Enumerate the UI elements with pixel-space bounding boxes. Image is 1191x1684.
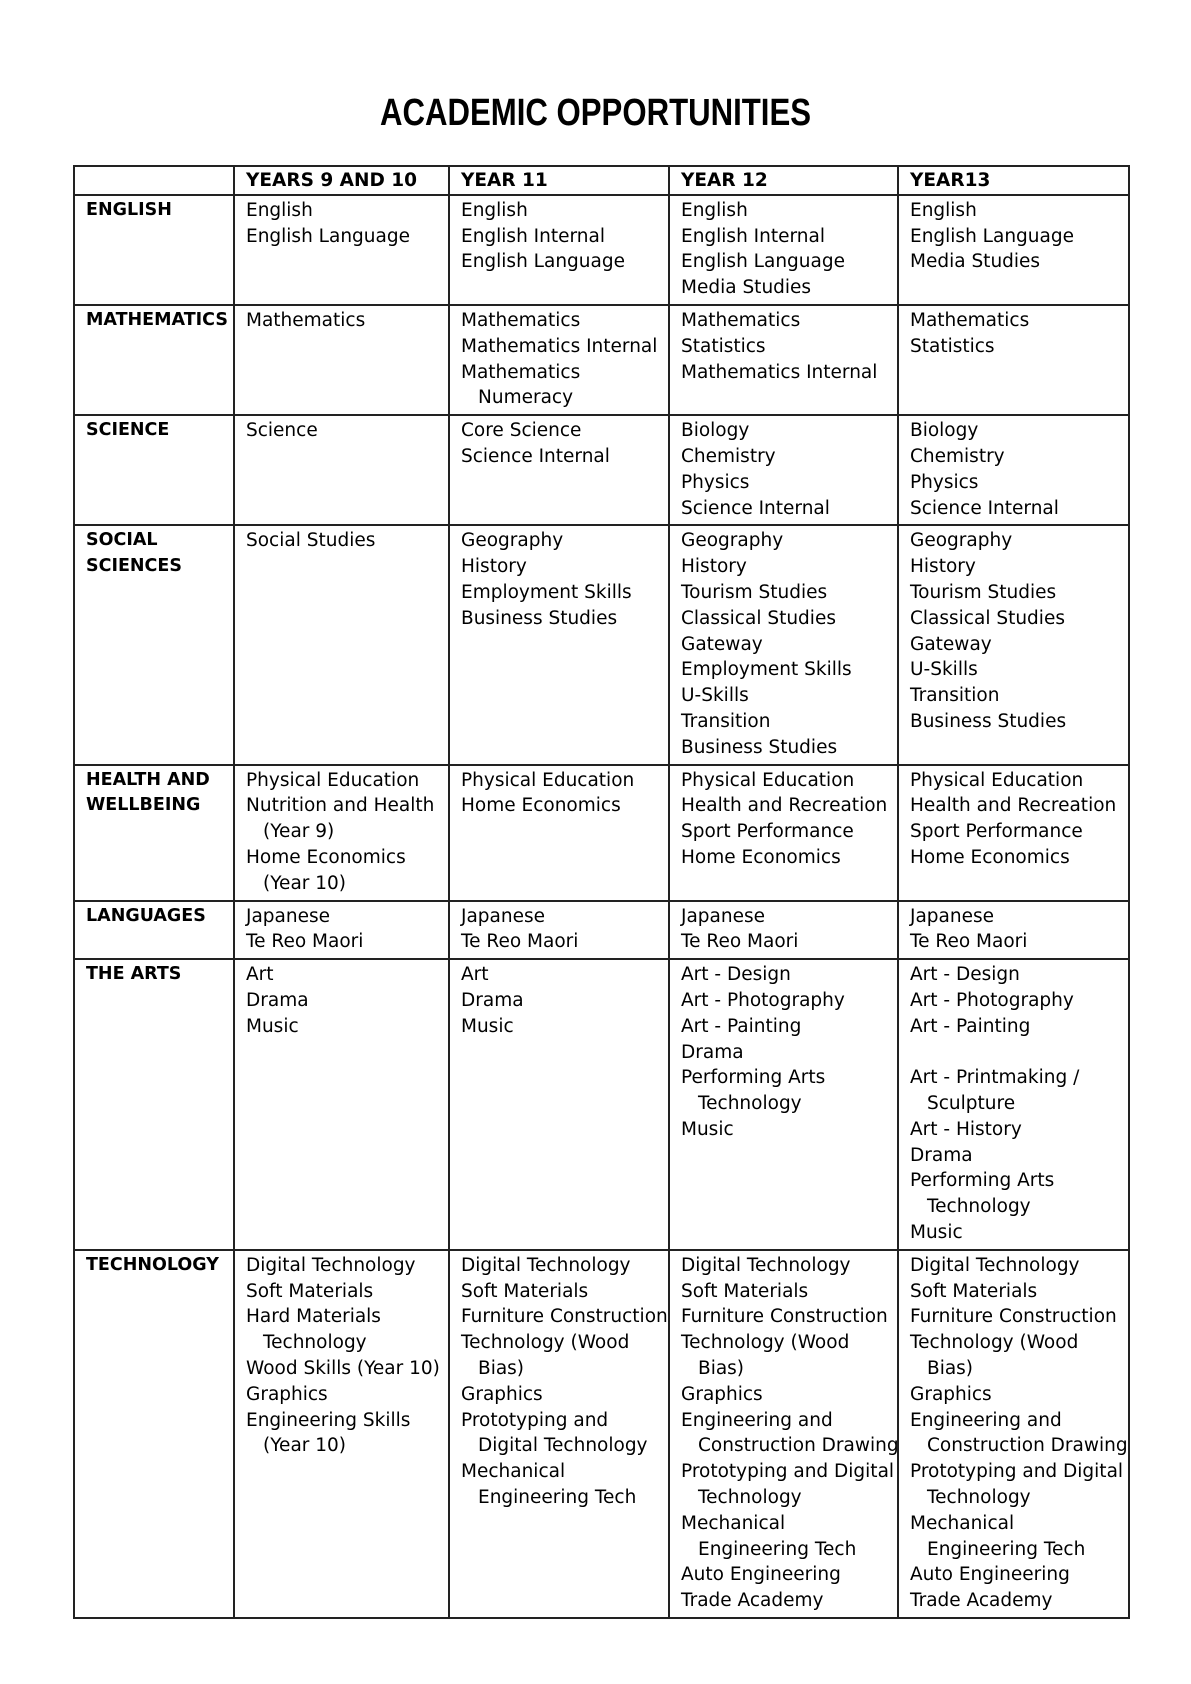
course-item: Soft Materials [461,1280,589,1302]
course-item: Chemistry [910,445,1005,467]
course-cell [669,305,898,415]
course-item: Science [246,420,318,442]
table-row [74,525,1129,764]
course-item: Gateway [681,633,763,655]
course-item: History [461,556,527,578]
course-cell [898,1250,1129,1618]
course-item [910,1040,1122,1066]
course-cell [234,525,449,764]
course-item: Te Reo Maori [246,931,364,953]
course-item: Employment Skills [681,659,852,681]
course-item: Technology (Wood [910,1332,1079,1354]
course-item: Music [681,1118,734,1140]
subject-area-label: THE ARTS [86,964,182,985]
course-item: Prototyping and Digital [910,1461,1124,1483]
course-item: English [910,199,977,221]
course-cell [669,959,898,1250]
course-item: Graphics [910,1383,992,1405]
subject-area-cell [74,959,234,1250]
course-cell [669,525,898,764]
course-item: Japanese [910,905,994,927]
course-item: Sport Performance [910,821,1083,843]
course-item: Mathematics [681,309,801,331]
course-item: Digital Technology [681,1254,851,1276]
course-item: Home Economics [910,846,1070,868]
header-cell-year-13: YEAR13 [898,166,1129,195]
course-item: Drama [461,989,524,1011]
course-cell [234,415,449,525]
course-item: Mathematics Internal [681,361,878,383]
course-item: Nutrition and Health [246,795,435,817]
course-item: Mechanical [681,1512,786,1534]
course-item-continuation: Sculpture [927,1093,1016,1115]
course-item: U-Skills [681,685,749,707]
course-item: Digital Technology [461,1254,631,1276]
page-title: ACADEMIC OPPORTUNITIES [379,92,812,134]
course-item: Media Studies [681,277,812,299]
course-item: Trade Academy [681,1590,824,1612]
subject-area-cell [74,765,234,901]
course-item: Mathematics [910,309,1030,331]
course-item: Mechanical [910,1512,1015,1534]
header-cell-years-9-10: YEARS 9 AND 10 [234,166,449,195]
header-cell-blank [74,166,234,195]
course-item-continuation: Engineering Tech [927,1538,1086,1560]
subject-area-cell [74,901,234,960]
course-item: Statistics [681,335,766,357]
course-item: Geography [461,530,564,552]
course-item: Sport Performance [681,821,854,843]
course-item: Mathematics [246,309,366,331]
subject-area-label: SCIENCES [86,556,182,577]
course-item-continuation: Engineering Tech [478,1487,637,1509]
course-item: U-Skills [910,659,978,681]
course-cell [234,1250,449,1618]
course-item: Prototyping and [461,1409,609,1431]
course-item: Furniture Construction [910,1306,1117,1328]
table-row [74,415,1129,525]
course-item: History [910,556,976,578]
course-item: Business Studies [681,736,838,758]
course-item-continuation: (Year 10) [263,1435,347,1457]
course-item: English Language [910,225,1074,247]
course-item-continuation: Bias) [698,1358,745,1380]
course-item: Auto Engineering [681,1564,841,1586]
course-cell [669,901,898,960]
subject-area-label: WELLBEING [86,795,201,816]
course-item: Science Internal [461,445,610,467]
course-item: Engineering and [681,1409,833,1431]
course-item: Graphics [246,1383,328,1405]
course-cell [898,525,1129,764]
course-item-continuation: Bias) [927,1358,974,1380]
course-item: English [246,199,313,221]
course-cell [669,1250,898,1618]
course-item: Art [246,964,274,986]
course-item: Physical Education [910,769,1084,791]
course-cell [449,1250,669,1618]
course-cell [669,765,898,901]
course-item: Geography [681,530,784,552]
course-cell [898,959,1129,1250]
course-item: Furniture Construction [681,1306,888,1328]
course-item: Science Internal [910,497,1059,519]
course-item: Biology [910,420,979,442]
course-item: Mathematics Internal [461,335,658,357]
course-cell [449,765,669,901]
course-item-continuation: Technology [698,1093,802,1115]
course-item: Chemistry [681,445,776,467]
subject-area-label: SCIENCE [86,420,170,441]
subject-area-cell [74,415,234,525]
course-cell [449,525,669,764]
course-item: Art - History [910,1118,1022,1140]
course-item: Prototyping and Digital [681,1461,895,1483]
course-item-continuation: Numeracy [478,387,574,409]
course-item: Art - Photography [910,989,1074,1011]
course-item: Business Studies [910,710,1067,732]
course-item: Japanese [461,905,545,927]
course-cell [898,901,1129,960]
course-item: English [461,199,528,221]
course-cell [234,959,449,1250]
course-item: Performing Arts [681,1067,826,1089]
course-item: Gateway [910,633,992,655]
subjects-table [73,165,1130,1619]
course-item: English [681,199,748,221]
table-body [74,195,1129,1618]
course-item: Business Studies [461,607,618,629]
course-item: Art - Design [910,964,1020,986]
course-item: English Language [246,225,410,247]
course-cell [234,901,449,960]
course-item: Art [461,964,489,986]
course-cell [234,195,449,305]
subject-area-cell [74,1250,234,1618]
course-cell [898,765,1129,901]
course-item: Japanese [246,905,330,927]
course-item: Art - Painting [681,1015,802,1037]
course-item: Digital Technology [910,1254,1080,1276]
course-item: Engineering Skills [246,1409,411,1431]
course-item: Health and Recreation [910,795,1117,817]
course-item: Classical Studies [681,607,836,629]
course-item: Statistics [910,335,995,357]
course-cell [898,415,1129,525]
course-item: Graphics [681,1383,763,1405]
course-item: Classical Studies [910,607,1065,629]
course-item: Physical Education [681,769,855,791]
course-item: Technology (Wood [461,1332,630,1354]
course-item: Art - Printmaking / [910,1067,1080,1089]
header-cell-year-12: YEAR 12 [669,166,898,195]
table-row [74,305,1129,415]
course-item-continuation: Technology [927,1196,1031,1218]
course-item: Home Economics [246,846,406,868]
course-cell [234,765,449,901]
table-row [74,1250,1129,1618]
course-item: Drama [681,1041,744,1063]
course-item: Soft Materials [246,1280,374,1302]
course-item: Tourism Studies [681,581,828,603]
course-item: Drama [910,1144,973,1166]
subject-area-label: LANGUAGES [86,905,206,926]
course-item: Health and Recreation [681,795,888,817]
course-item: English Language [461,251,625,273]
course-item: English Internal [461,225,605,247]
course-item-continuation: Construction Drawing [698,1435,899,1457]
course-item: Soft Materials [910,1280,1038,1302]
course-item: Media Studies [910,251,1041,273]
course-item: Soft Materials [681,1280,809,1302]
course-item: Home Economics [461,795,621,817]
course-item: Mathematics [461,361,581,383]
course-item: Music [246,1015,299,1037]
course-item-continuation: Digital Technology [478,1435,648,1457]
course-item: Science Internal [681,497,830,519]
course-item: Physics [681,471,750,493]
course-item: Drama [246,989,309,1011]
course-cell [669,415,898,525]
course-item: Hard Materials [246,1306,381,1328]
course-item: English Internal [681,225,825,247]
course-item: Mechanical [461,1461,566,1483]
table-row [74,901,1129,960]
table-row [74,765,1129,901]
course-item-continuation: (Year 9) [263,821,335,843]
course-item: Wood Skills (Year 10) [246,1358,440,1380]
course-item: Art - Design [681,964,791,986]
course-item: Physical Education [246,769,420,791]
course-item-continuation: Construction Drawing [927,1435,1128,1457]
course-cell [449,901,669,960]
course-item: Te Reo Maori [681,931,799,953]
subject-area-cell [74,195,234,305]
course-cell [449,959,669,1250]
course-item: History [681,556,747,578]
table-row [74,195,1129,305]
course-cell [449,305,669,415]
course-item-continuation: Technology [927,1487,1031,1509]
course-cell [898,305,1129,415]
subject-area-label: HEALTH AND [86,769,210,790]
course-item: Engineering and [910,1409,1062,1431]
course-item: Furniture Construction [461,1306,668,1328]
subject-area-label: TECHNOLOGY [86,1254,219,1275]
course-cell [449,195,669,305]
course-item: Tourism Studies [910,581,1057,603]
course-cell [669,195,898,305]
course-item: Biology [681,420,750,442]
course-item: Japanese [681,905,765,927]
subject-area-cell [74,305,234,415]
course-item: Digital Technology [246,1254,416,1276]
course-item: Employment Skills [461,581,632,603]
course-item: Te Reo Maori [910,931,1028,953]
course-item-continuation: Engineering Tech [698,1538,857,1560]
course-item: Trade Academy [910,1590,1053,1612]
subject-area-label: MATHEMATICS [86,309,228,330]
course-item: Auto Engineering [910,1564,1070,1586]
course-item: Physics [910,471,979,493]
course-item: Music [461,1015,514,1037]
course-item: Core Science [461,420,582,442]
course-item: Social Studies [246,530,376,552]
course-item: Technology (Wood [681,1332,850,1354]
subject-area-label: ENGLISH [86,199,172,220]
course-item: Art - Painting [910,1015,1031,1037]
course-cell [898,195,1129,305]
course-item: English Language [681,251,845,273]
course-item: Music [910,1222,963,1244]
subject-area-cell [74,525,234,764]
header-cell-year-11: YEAR 11 [449,166,669,195]
course-item-continuation: Technology [698,1487,802,1509]
course-item: Graphics [461,1383,543,1405]
course-item: Transition [681,710,771,732]
course-item: Performing Arts [910,1170,1055,1192]
course-item-continuation: Bias) [478,1358,525,1380]
subject-area-label: SOCIAL [86,530,158,551]
course-item-continuation: Technology [263,1332,367,1354]
course-item: Transition [910,685,1000,707]
course-cell [234,305,449,415]
course-item: Mathematics [461,309,581,331]
course-item: Physical Education [461,769,635,791]
course-item: Home Economics [681,846,841,868]
course-item-continuation: (Year 10) [263,872,347,894]
course-item: Te Reo Maori [461,931,579,953]
course-item: Art - Photography [681,989,845,1011]
table-row [74,959,1129,1250]
course-item: Geography [910,530,1013,552]
header-row [74,166,1129,195]
course-cell [449,415,669,525]
